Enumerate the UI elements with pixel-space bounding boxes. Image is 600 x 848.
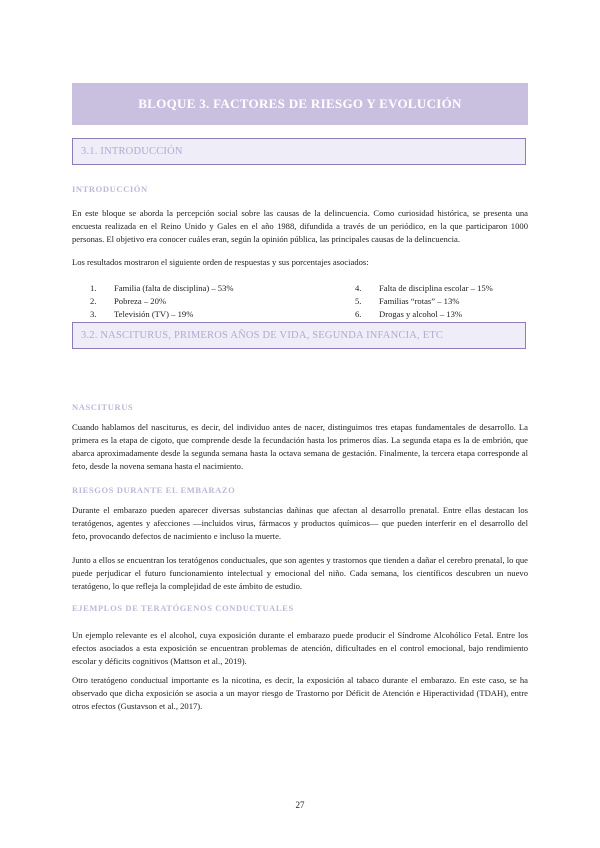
list-item-number: 4.	[355, 283, 362, 293]
paragraph-nasciturus: Cuando hablamos del nasciturus, es decir, del individuo antes de nacer, distinguimos tres etapas fundamentales de desarrollo. La primera es la etapa de cigoto, que comprende desde la fecundación hasta los primeros días. La segunda etapa es la de embrión, que abarca aproximadamente desde la segunda semana hasta la octava semana de gestación. Finalmente, la tercera etapa corresponde al feto, desde la novena semana hasta el nacimiento.	[72, 422, 528, 471]
list-item-text: Televisión (TV) – 19%	[114, 309, 194, 319]
chapter-banner	[72, 83, 528, 125]
section-heading-intro: 3.1. INTRODUCCIÓN	[81, 146, 183, 157]
list-item	[72, 295, 337, 308]
list-item-text: Familia (falta de disciplina) – 53%	[114, 283, 234, 293]
paragraph-teratogenos-conductuales: Junto a ellos se encuentran los teratógenos conductuales, que son agentes y trastornos que tienden a dañar el cerebro prenatal, lo que puede perjudicar el futuro funcionamiento intelectual y emocional del niño. Cada semana, los científicos descubren un nuevo teratógeno, lo que refleja la complejidad de este ámbito de estudio.	[72, 555, 528, 591]
subheading-introduccion: INTRODUCCIÓN	[72, 184, 148, 194]
list-item	[72, 308, 337, 321]
list-item-number: 3.	[90, 309, 97, 319]
subheading-riesgos: RIESGOS DURANTE EL EMBARAZO	[72, 485, 236, 495]
list-item-text: Falta de disciplina escolar – 15%	[379, 283, 493, 293]
paragraph-results: Los resultados mostraron el siguiente orden de respuestas y sus porcentajes asociados:	[72, 257, 369, 267]
chapter-title: BLOQUE 3. FACTORES DE RIESGO Y EVOLUCIÓN	[138, 96, 462, 111]
list-item	[337, 282, 528, 295]
list-item-text: Drogas y alcohol – 13%	[379, 309, 463, 319]
list-item	[337, 308, 528, 321]
page-number: 27	[295, 800, 305, 810]
subheading-ejemplos: EJEMPLOS DE TERATÓGENOS CONDUCTUALES	[72, 603, 294, 613]
section-heading-box-nasciturus	[72, 322, 526, 349]
list-item-number: 2.	[90, 296, 97, 306]
paragraph-intro: En este bloque se aborda la percepción social sobre las causas de la delincuencia. Como curiosidad histórica, se presenta una encuesta realizada en el Reino Unido y Gales en el año 1988, difundida a través de un periódico, en la que participaron 1000 personas. El objetivo era conocer cuáles eran, según la opinión pública, las principales causas de la delincuencia.	[72, 208, 528, 244]
list-item-number: 6.	[355, 309, 362, 319]
section-heading-nasciturus: 3.2. NASCITURUS, PRIMEROS AÑOS DE VIDA, SEGUNDA INFANCIA, ETC	[81, 330, 444, 341]
list-item-text: Familias “rotas” – 13%	[379, 296, 460, 306]
subheading-nasciturus: NASCITURUS	[72, 402, 134, 412]
list-item-text: Pobreza – 20%	[114, 296, 167, 306]
causes-list	[72, 282, 528, 321]
paragraph-alcohol: Un ejemplo relevante es el alcohol, cuya exposición durante el embarazo puede producir el Síndrome Alcohólico Fetal. Entre los efectos asociados a esta exposición se encuentran problemas de atención, dificultades en el control emocional, bajo rendimiento escolar y déficits cognitivos (Mattson et al., 2019).	[72, 630, 528, 666]
list-item-number: 1.	[90, 283, 97, 293]
list-item-number: 5.	[355, 296, 362, 306]
list-item	[72, 282, 337, 295]
list-item	[337, 295, 528, 308]
paragraph-nicotina: Otro teratógeno conductual importante es la nicotina, es decir, la exposición al tabaco durante el embarazo. En este caso, se ha observado que dicha exposición se asocia a un mayor riesgo de Trastorno por Déficit de Atención e Hiperactividad (TDAH), entre otros efectos (Gustavson et al., 2017).	[72, 675, 528, 711]
section-heading-box-intro	[72, 138, 526, 165]
paragraph-riesgos: Durante el embarazo pueden aparecer diversas substancias dañinas que afectan al desarrollo prenatal. Entre ellas destacan los teratógenos, agentes y afecciones —incluidos virus, fármacos y productos químicos— que pueden interferir en el desarrollo del feto, provocando defectos de nacimiento e incluso la muerte.	[72, 505, 528, 541]
